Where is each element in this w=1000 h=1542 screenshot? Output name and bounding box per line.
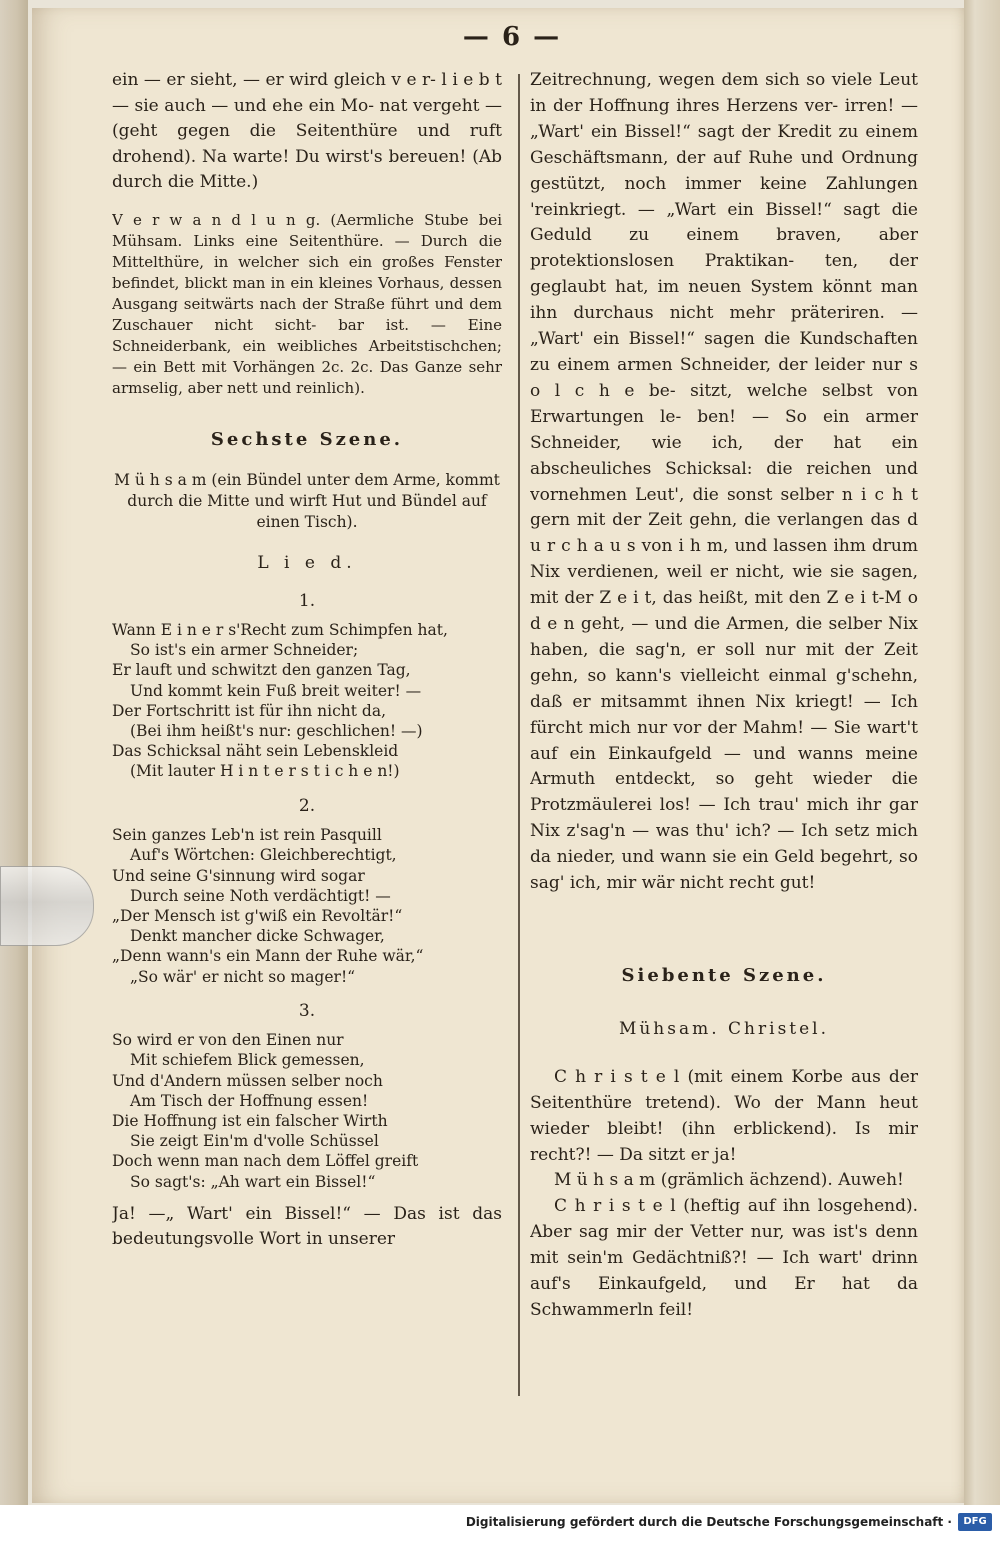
funding-note: Digitalisierung gefördert durch die Deutsche Forschungsgemeinschaft · bbox=[465, 1515, 952, 1529]
verse-line: Und kommt kein Fuß breit weiter! — bbox=[130, 681, 422, 700]
verse-line: Er lauft und schwitzt den ganzen Tag, bbox=[112, 661, 411, 680]
verse-line: „Der Mensch ist g'wiß ein Revoltär!“ bbox=[112, 906, 403, 925]
verse-line: Das Schicksal näht sein Lebenskleid bbox=[112, 742, 399, 761]
verse-line: So wird er von den Einen nur bbox=[112, 1031, 344, 1050]
stanza-3 bbox=[112, 999, 502, 1192]
verse-line: Mit schiefem Blick gemessen, bbox=[130, 1051, 365, 1070]
verse-line: Der Fortschritt ist für ihn nicht da, bbox=[112, 701, 387, 720]
christel-line-1: C h r i s t e l (mit einem Korbe aus der Seitenthüre tretend). Wo der Mann heut wieder bleibt! (ihn erblickend). Is mir recht?! — Da sitzt er ja! bbox=[530, 1066, 918, 1165]
book-edge-left bbox=[0, 0, 28, 1542]
verse-line: „Denn wann's ein Mann der Ruhe wär,“ bbox=[112, 947, 424, 966]
verse-line: Auf's Wörtchen: Gleichberechtigt, bbox=[130, 846, 397, 865]
page-clip bbox=[0, 866, 94, 946]
verse-line: So sagt's: „Ah wart ein Bissel!“ bbox=[130, 1172, 376, 1191]
stanza-number: 1. bbox=[298, 590, 316, 611]
book-edge-right bbox=[964, 0, 1000, 1505]
verse-line: Durch seine Noth verdächtigt! — bbox=[130, 886, 391, 905]
muehsam-line-1: M ü h s a m (grämlich ächzend). Auweh! bbox=[554, 1170, 904, 1191]
verse-line: (Mit lauter H i n t e r s t i c h e n!) bbox=[130, 762, 400, 781]
dfg-logo-icon: DFG bbox=[958, 1513, 992, 1531]
verse-line: Und d'Andern müssen selber noch bbox=[112, 1071, 383, 1090]
stanza-number: 2. bbox=[298, 795, 316, 816]
verse-line: Und seine G'sinnung wird sogar bbox=[112, 866, 365, 885]
column-divider bbox=[518, 74, 520, 1396]
left-closing-paragraph: Ja! —„ Wart' ein Bissel!“ — Das ist das bedeutungsvolle Wort in unserer bbox=[112, 1203, 502, 1250]
left-column bbox=[112, 68, 502, 1398]
footer-bar bbox=[0, 1505, 1000, 1542]
verse-line: So ist's ein armer Schneider; bbox=[130, 641, 359, 660]
verse-line: „So wär' er nicht so mager!“ bbox=[130, 967, 356, 986]
verse-line: Sein ganzes Leb'n ist rein Pasquill bbox=[112, 826, 382, 845]
song-title: L i e d. bbox=[257, 553, 357, 573]
verse-lines bbox=[112, 620, 502, 782]
right-paragraph-monologue: Zeitrechnung, wegen dem sich so viele Leut in der Hoffnung ihres Herzens ver- irren! — „Wart' ein Bissel!“ sagt der Kredit zu einem Geschäftsmann, der auf Ruhe und Ordnung gestützt, noch immer keine Zahlungen 'reinkriegt. — „Wart ein Bissel!“ sagt die Geduld zu einem braven, aber protektionslosen Praktikan- ten, der geglaubt hat, im neuen System könnt man ihn durchaus nicht mehr präteriren. — „Wart' ein Bissel!“ sagen die Kundschaften zu einem armen Schneider, der leider nur s o l c h e be- sitzt, welche selbst von Erwartungen le- ben! — So ein armer Schneider, wie ich, der hat ein abscheuliches Schicksal: die reichen und vornehmen Leut', die sonst selber n i c h t gern mit der Zeit gehn, die verlangen das d u r c h a u s von i h m, und lassen ihm drum Nix verdienen, weil er nicht, wie sie sagen, mit der Z e i t, das heißt, mit den Z e i t-M o d e n geht, — und die Armen, die selber Nix haben, die sag'n, er soll nur mit der Zeit gehn, so kann's vielleicht einmal g'schehn, daß er mitsammt ihnen Nix kriegt! — Ich fürcht mich nur vor der Mahm! — Sie wart't auf ein Einkaufgeld — und wanns meine Armuth entdeckt, so geht wieder die Protzmäulerei los! — Ich trau' mich ihr gar Nix z'sag'n — was thu' ich? — Ich setz mich da nieder, und wann sie ein Geld begehrt, so sag' ich, mir wär nicht recht gut! bbox=[530, 70, 918, 894]
stage-direction: V e r w a n d l u n g. (Aermliche Stube bei Mühsam. Links eine Seitenthüre. — Durch die Mittelthüre, in welcher sich ein großes Fenster befindet, blickt man in ein kleines Vorhaus, dessen Ausgang seitwärts nach der Straße führt und dem Zuschauer nicht sicht- bar ist. — Eine Schneiderbank, ein weibliches Arbeitstischchen; — ein Bett mit Vorhängen 2c. 2c. Das Ganze sehr armselig, aber nett und reinlich). bbox=[112, 210, 502, 397]
scene-title-6: Sechste Szene. bbox=[210, 428, 404, 450]
scene-persons: Mühsam. Christel. bbox=[618, 1018, 830, 1039]
stanza-2 bbox=[112, 794, 502, 987]
verse-line: Denkt mancher dicke Schwager, bbox=[130, 927, 385, 946]
verse-line: (Bei ihm heißt's nur: geschlichen! —) bbox=[130, 722, 423, 741]
verse-line: Wann E i n e r s'Recht zum Schimpfen hat, bbox=[112, 621, 448, 639]
christel-line-2: C h r i s t e l (heftig auf ihn losgehend). Aber sag mir der Vetter nur, was ist's denn mit sein'm Gedächtniß?! — Ich wart' drinn auf's Einkaufgeld, und Er hat da Schwammerln feil! bbox=[530, 1196, 918, 1320]
verse-lines bbox=[112, 1030, 502, 1192]
entry-direction: M ü h s a m (ein Bündel unter dem Arme, kommt durch die Mitte und wirft Hut und Bündel auf einen Tisch). bbox=[114, 471, 500, 531]
verse-line: Doch wenn man nach dem Löffel greift bbox=[112, 1152, 419, 1171]
left-intro: ein — er sieht, — er wird gleich v e r- l i e b t — sie auch — und ehe ein Mo- nat vergeht — (geht gegen die Seitenthüre und ruft drohend). Na warte! Du wirst's bereuen! (Ab durch die Mitte.) bbox=[112, 70, 502, 192]
verse-lines bbox=[112, 825, 502, 987]
page-number: — 6 — bbox=[462, 22, 562, 52]
book-page bbox=[32, 8, 964, 1503]
verse-line: Sie zeigt Ein'm d'volle Schüssel bbox=[130, 1132, 379, 1151]
right-column bbox=[530, 68, 918, 1398]
verse-line: Die Hoffnung ist ein falscher Wirth bbox=[112, 1112, 388, 1131]
stanza-number: 3. bbox=[298, 1000, 316, 1021]
stanza-1 bbox=[112, 589, 502, 782]
verse-line: Am Tisch der Hoffnung essen! bbox=[130, 1091, 369, 1110]
scene-title-7: Siebente Szene. bbox=[621, 965, 827, 986]
